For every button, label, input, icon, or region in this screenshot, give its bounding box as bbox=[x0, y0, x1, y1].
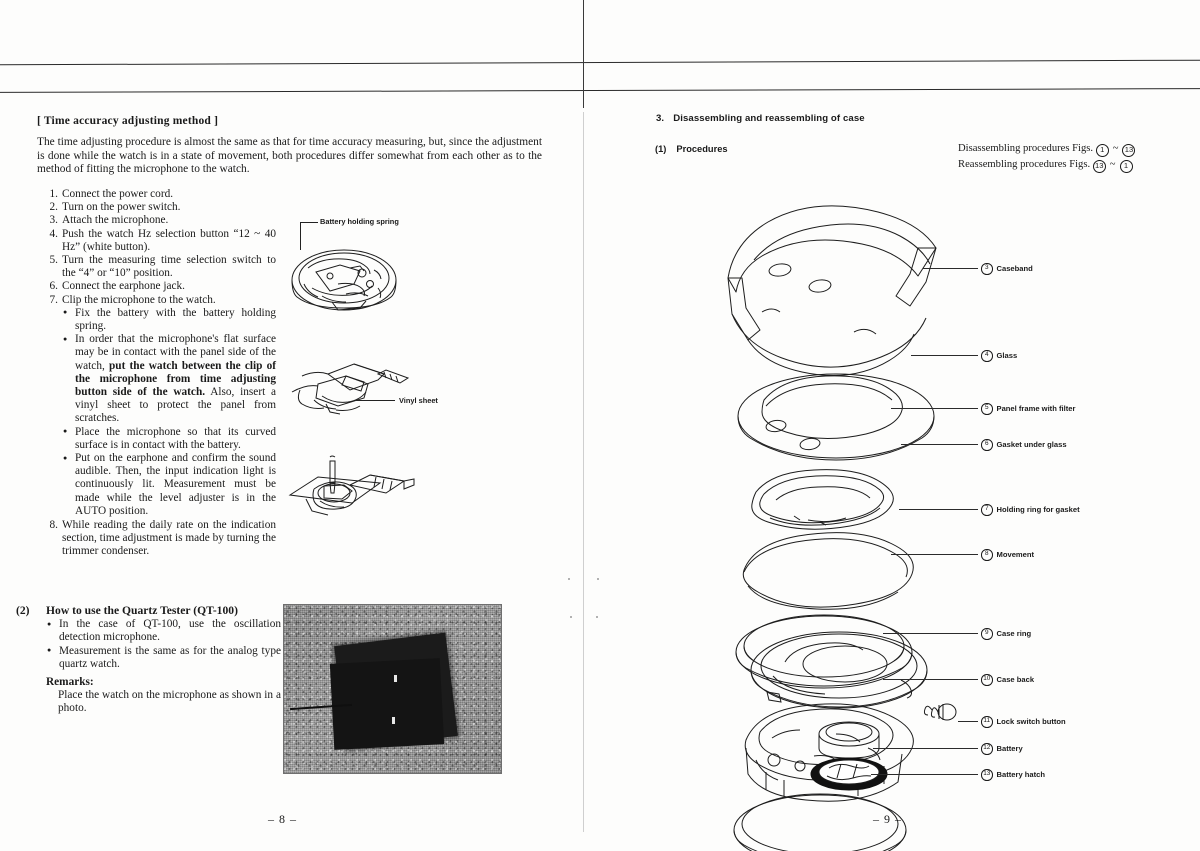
part-panel-frame-art bbox=[752, 470, 894, 530]
figure-label-battery-holding-spring: Battery holding spring bbox=[320, 217, 399, 226]
part-label-holding-ring bbox=[981, 504, 1080, 516]
left-page-section-title: [ Time accuracy adjusting method ] bbox=[37, 115, 219, 127]
circled-number: 10 bbox=[981, 674, 993, 686]
list-item bbox=[62, 452, 276, 518]
circled-number: 7 bbox=[981, 504, 993, 516]
right-page-heading bbox=[656, 113, 865, 124]
circled-number: 4 bbox=[981, 350, 993, 362]
exploded-case-back-group bbox=[733, 618, 973, 798]
part-lock-switch-art bbox=[924, 704, 956, 720]
part-label-lock-switch bbox=[981, 716, 1066, 728]
part-name: Battery hatch bbox=[996, 770, 1046, 780]
part-label-battery-hatch bbox=[981, 769, 1045, 781]
step-number: 4. bbox=[49, 227, 58, 240]
leader-stem-battery-spring bbox=[300, 222, 301, 250]
leader-case-ring bbox=[883, 633, 978, 634]
circled-number: 3 bbox=[981, 263, 993, 275]
step-text: Connect the power cord. bbox=[62, 188, 174, 200]
part-name: Movement bbox=[996, 550, 1035, 560]
part-name: Caseband bbox=[996, 264, 1033, 274]
part-glass-art bbox=[738, 374, 934, 460]
part-name: Case back bbox=[996, 675, 1035, 685]
part-label-glass bbox=[981, 350, 1017, 362]
list-item bbox=[44, 188, 276, 201]
step-number: 6. bbox=[49, 280, 58, 293]
part-label-panel-frame bbox=[981, 403, 1075, 415]
step-number: 2. bbox=[49, 201, 58, 214]
part-name: Gasket under glass bbox=[996, 440, 1067, 450]
disassembling-procedure-note bbox=[958, 141, 1135, 157]
heading-number: 3. bbox=[656, 113, 665, 124]
part-label-gasket bbox=[981, 439, 1067, 451]
leader-lock-switch bbox=[958, 721, 978, 722]
bullet-text-tail: Also, insert a vinyl sheet to protect the panel from scratches. bbox=[75, 386, 276, 425]
section-2-block bbox=[16, 604, 281, 716]
leader-caseband bbox=[923, 268, 978, 269]
photo-highlight bbox=[394, 675, 397, 682]
right-page bbox=[583, 0, 1200, 851]
leader-glass bbox=[911, 355, 978, 356]
leader-battery-hatch bbox=[871, 774, 978, 775]
figure-trimmer-adjustment-illustration bbox=[286, 455, 416, 525]
part-gasket-art bbox=[743, 533, 913, 610]
list-item bbox=[62, 333, 276, 425]
circled-number: 6 bbox=[981, 439, 993, 451]
leader-line-vinyl-sheet bbox=[355, 400, 395, 401]
bullet-text-emphasis: put the watch between the clip of the microphone from time adjusting button side of the watch. bbox=[75, 359, 276, 399]
step-text: While reading the daily rate on the indication section, time adjustment is made by turning the trimmer condenser. bbox=[62, 519, 276, 558]
part-name: Holding ring for gasket bbox=[996, 505, 1080, 515]
part-label-case-ring bbox=[981, 628, 1031, 640]
leader-battery bbox=[873, 748, 978, 749]
procedure-notes bbox=[958, 141, 1135, 173]
circled-number: 5 bbox=[981, 403, 993, 415]
circled-number: 13 bbox=[981, 769, 993, 781]
bullet-text-lead: In order that the microphone's flat surface may be in contact with the panel side of the watch, bbox=[75, 333, 276, 372]
page-number-left: – 8 – bbox=[268, 812, 297, 826]
leader-line-battery-spring bbox=[300, 222, 318, 223]
left-page bbox=[0, 0, 583, 851]
leader-case-back bbox=[883, 679, 978, 680]
circled-number: 11 bbox=[981, 716, 993, 728]
section-2-bullet-list bbox=[46, 618, 281, 671]
list-item bbox=[44, 228, 276, 254]
page-number-right: – 9 – bbox=[873, 812, 902, 826]
part-caseband-art bbox=[728, 206, 936, 376]
list-item bbox=[46, 645, 281, 671]
part-label-movement bbox=[981, 549, 1034, 561]
bullet-text: Measurement is the same as for the analog type quartz watch. bbox=[59, 644, 281, 670]
step-text: Attach the microphone. bbox=[62, 214, 169, 227]
figure-label-vinyl-sheet: Vinyl sheet bbox=[399, 396, 438, 405]
circled-number: 13 bbox=[1122, 144, 1135, 157]
list-item bbox=[44, 280, 276, 293]
part-name: Glass bbox=[996, 351, 1018, 361]
list-item bbox=[62, 307, 276, 333]
list-item bbox=[44, 201, 276, 214]
part-label-caseband bbox=[981, 263, 1033, 275]
bullet-text: Put on the earphone and confirm the sound audible. Then, the input indication light is continuously lit. Measurement must be made while the level adjuster is in the AUTO position. bbox=[75, 452, 276, 517]
circled-number: 1 bbox=[1120, 160, 1133, 173]
list-item bbox=[46, 618, 281, 644]
procedure-step-list bbox=[44, 188, 276, 559]
section-2-heading bbox=[16, 604, 281, 617]
step-text: Clip the microphone to the watch. bbox=[62, 293, 216, 306]
remarks-label: Remarks: bbox=[46, 676, 94, 689]
list-item bbox=[62, 426, 276, 452]
figure-microphone-clip-illustration bbox=[292, 360, 412, 422]
step-text: Push the watch Hz selection button “12 ~ 40 Hz” (white button). bbox=[62, 227, 276, 253]
circled-number: 8 bbox=[981, 549, 993, 561]
step-number: 7. bbox=[49, 293, 58, 306]
section-2-title: How to use the Quartz Tester (QT-100) bbox=[46, 604, 238, 617]
leader-movement bbox=[891, 554, 978, 555]
subheading-text: Procedures bbox=[676, 144, 728, 154]
bullet-text: In the case of QT-100, use the oscillation detection microphone. bbox=[59, 618, 281, 644]
reassembling-procedure-note bbox=[958, 157, 1135, 173]
circled-number: 13 bbox=[1093, 160, 1106, 173]
circled-number: 1 bbox=[1096, 144, 1109, 157]
leader-panel-frame bbox=[891, 408, 978, 409]
section-2-number: (2) bbox=[16, 604, 30, 617]
part-label-battery bbox=[981, 743, 1023, 755]
part-label-case-back bbox=[981, 674, 1034, 686]
figure-movement-illustration bbox=[286, 232, 406, 322]
step-number: 5. bbox=[49, 254, 58, 267]
photo-watch-on-microphone bbox=[283, 604, 502, 774]
part-battery-art bbox=[819, 722, 879, 758]
remarks-body: Place the watch on the microphone as shown in a photo. bbox=[58, 689, 281, 715]
leader-gasket bbox=[901, 444, 978, 445]
heading-text: Disassembling and reassembling of case bbox=[673, 113, 865, 124]
part-name: Lock switch button bbox=[996, 717, 1066, 727]
step-number: 1. bbox=[49, 188, 58, 200]
photo-highlight bbox=[392, 717, 395, 724]
part-name: Case ring bbox=[996, 629, 1032, 639]
reassembling-label: Reassembling procedures Figs. bbox=[958, 159, 1091, 170]
intro-paragraph: The time adjusting procedure is almost the same as that for time accuracy measuring, but, since the adjustment is done while the watch is in a state of movement, both procedures differ somewhat from each other as to the method of fitting the microphone to the watch. bbox=[37, 136, 542, 176]
disassembling-label: Disassembling procedures Figs. bbox=[958, 143, 1094, 154]
list-item bbox=[44, 214, 276, 227]
subheading-number: (1) bbox=[655, 144, 667, 154]
step7-bullet-list bbox=[62, 307, 276, 518]
step-number: 8. bbox=[49, 519, 58, 532]
part-name: Panel frame with filter bbox=[996, 404, 1076, 414]
step-text: Connect the earphone jack. bbox=[62, 280, 185, 293]
leader-holding-ring bbox=[899, 509, 978, 510]
step-text: Turn on the power switch. bbox=[62, 201, 181, 214]
bullet-text: Fix the battery with the battery holding spring. bbox=[75, 306, 276, 333]
right-page-subheading bbox=[655, 144, 728, 154]
part-name: Battery bbox=[996, 744, 1023, 754]
list-item bbox=[44, 254, 276, 280]
bullet-text: Place the microphone so that its curved surface is in contact with the battery. bbox=[75, 425, 276, 451]
circled-number: 9 bbox=[981, 628, 993, 640]
range-tilde: ~ bbox=[1112, 143, 1119, 154]
step-number: 3. bbox=[49, 214, 58, 227]
step-text: Turn the measuring time selection switch to the “4” or “10” position. bbox=[62, 254, 276, 280]
list-item bbox=[44, 294, 276, 518]
range-tilde: ~ bbox=[1109, 159, 1116, 170]
circled-number: 12 bbox=[981, 743, 993, 755]
list-item bbox=[44, 519, 276, 559]
